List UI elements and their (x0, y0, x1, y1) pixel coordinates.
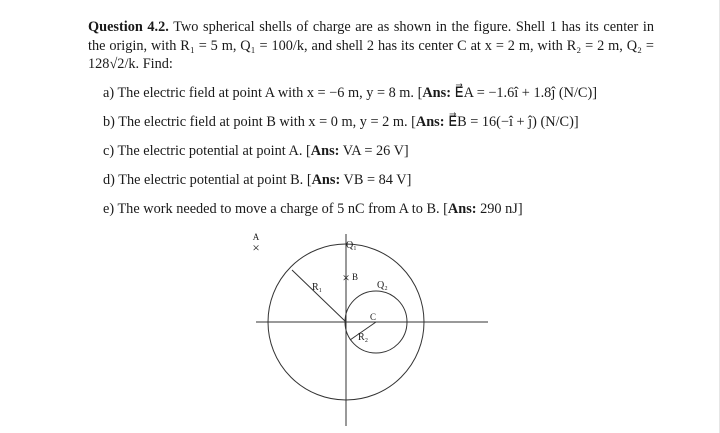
subquestion-text: The electric potential at point B. (118, 172, 304, 188)
subquestion-e: e) The work needed to move a charge of 5 nC from A to B. [Ans: 290 nJ] (103, 201, 523, 217)
answer-label: Ans: (415, 114, 445, 130)
answer-value: 290 nJ (480, 201, 518, 217)
answer-label: Ans: (447, 201, 477, 217)
r1-radius-line (292, 270, 346, 322)
answer-value: E⃗A = −1.6î + 1.8ĵ (N/C) (454, 85, 593, 101)
subquestion-text: The electric field at point B with x = 0 m, y = 2 m. (118, 114, 408, 130)
subquestion-text: The work needed to move a charge of 5 nC from A to B. (117, 201, 440, 217)
subquestion-prefix: e) (103, 201, 115, 217)
answer-value: VB = 84 V (343, 172, 407, 188)
subquestion-a: a) The electric field at point A with x = −6 m, y = 8 m. [Ans: E⃗A = −1.6î + 1.8ĵ (N/C)] (103, 85, 597, 101)
r2-label: R₂ (358, 332, 369, 343)
answer-label: Ans: (310, 143, 340, 159)
subquestion-prefix: b) (103, 114, 115, 130)
point-b-marker: × (342, 270, 350, 285)
subquestion-text: The electric field at point A with x = −6 m, y = 8 m. (117, 85, 415, 101)
answer-label: Ans: (311, 172, 341, 188)
subquestion-list (103, 84, 663, 229)
subquestion-b: b) The electric field at point B with x = 0 m, y = 2 m. [Ans: E⃗B = 16(−î + ĵ) (N/C)] (103, 114, 579, 130)
q2-label: Q₂ (377, 280, 388, 291)
answer-value: E⃗B = 16(−î + ĵ) (N/C) (448, 114, 574, 130)
center-c-label: C (370, 312, 377, 322)
point-a-label: A (252, 232, 260, 242)
question-label: Question 4.2. (88, 19, 169, 35)
point-b-label: B (352, 272, 359, 282)
question-text: Two spherical shells of charge are as shown in the figure. Shell 1 has its center in the origin, with R₁ = 5 m, Q₁ = 100/k, and shell 2 has its center C at x = 2 m, with R₂ = 2 m, Q₂ = 128√2/k. Find: (88, 19, 654, 72)
answer-value: VA = 26 V (342, 143, 404, 159)
subquestion-prefix: c) (103, 143, 115, 159)
q1-label: Q₁ (346, 240, 357, 251)
subquestion-text: The electric potential at point A. (117, 143, 303, 159)
answer-label: Ans: (422, 85, 451, 101)
subquestion-d: d) The electric potential at point B. [Ans: VB = 84 V] (103, 172, 412, 188)
question-paragraph (88, 18, 654, 74)
subquestion-prefix: a) (103, 85, 115, 101)
subquestion-prefix: d) (103, 172, 115, 188)
r1-label: R₁ (312, 282, 323, 293)
subquestion-c: c) The electric potential at point A. [Ans: VA = 26 V] (103, 143, 409, 159)
point-a-marker: × (252, 240, 260, 255)
shells-figure (240, 230, 500, 430)
